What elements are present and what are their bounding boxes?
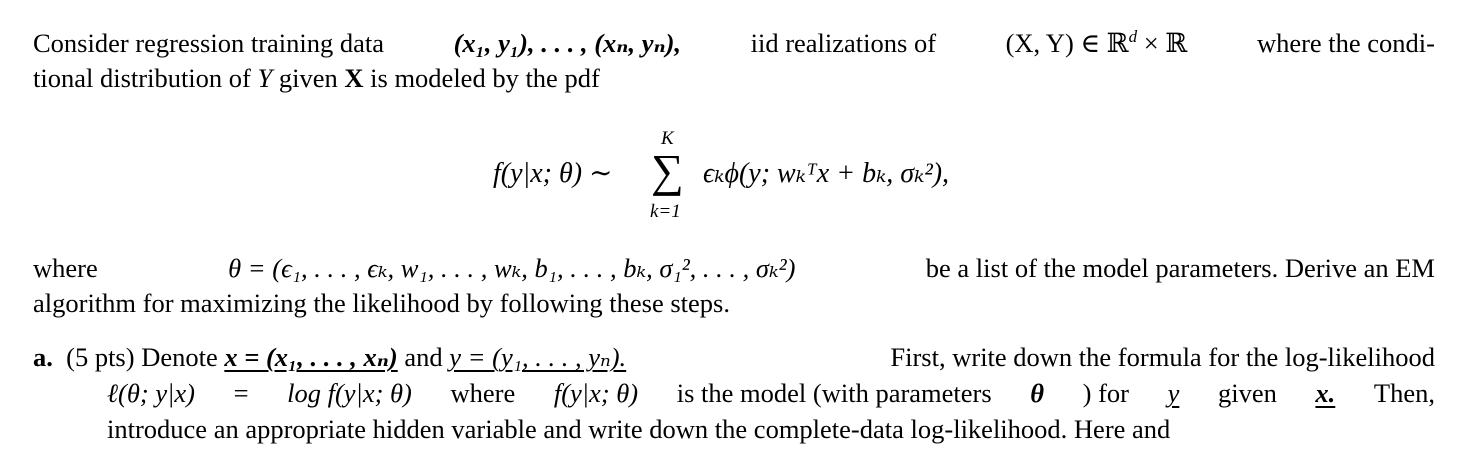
p1l1-pre: Consider regression training data	[33, 28, 385, 58]
model-f-expression: f(y|x; θ)	[553, 378, 639, 408]
for-text: ) for	[1082, 378, 1129, 408]
p1l2-post: is modeled by the pdf	[363, 63, 600, 93]
theta-parameter-list: θ = (ϵ₁, . . . , ϵₖ, w₁, . . . , wₖ, b₁, . . . , bₖ, σ₁², . . . , σₖ²)	[228, 253, 796, 283]
theta-symbol: θ	[1030, 378, 1045, 408]
log-f-expression: log f(y|x; θ)	[287, 378, 412, 408]
y-underlined: y	[1167, 378, 1180, 408]
p1l1-post: where the condi-	[1256, 28, 1435, 58]
sum-lower-limit: k=1	[650, 201, 681, 222]
y-definition: y = (y₁, . . . , yₙ).	[449, 342, 627, 372]
equals-sign: =	[233, 378, 249, 408]
equation-rhs: ϵₖϕ(y; wₖᵀx + bₖ, σₖ²),	[703, 158, 950, 189]
word-where: where	[450, 378, 516, 408]
part-a-line2	[107, 376, 1435, 410]
summation-symbol: ∑	[651, 145, 684, 196]
x-underlined: x.	[1315, 378, 1336, 408]
part-a-label: a.	[33, 342, 53, 372]
p2l1-post: be a list of the model parameters. Derive an EM	[925, 253, 1435, 283]
part-a-head: a. (5 pts) Denote x = (x₁, . . . , xₙ) and y = (y₁, . . . , yₙ).	[33, 342, 627, 372]
paragraph2-line1	[33, 251, 1435, 285]
part-a-l1-post: First, write down the formula for the log-likelihood	[890, 342, 1435, 372]
then-text: Then,	[1373, 378, 1435, 408]
paragraph1-line1	[33, 26, 1435, 60]
part-a-line3: introduce an appropriate hidden variable and write down the complete-data log-likelihood. Here and	[107, 414, 1171, 444]
paragraph1-line2	[33, 61, 600, 95]
p1l2-pre: tional distribution of	[33, 63, 258, 93]
sum-upper-limit: K	[661, 128, 674, 149]
var-X: X	[344, 63, 364, 93]
var-Y: Y	[257, 63, 273, 93]
p1l1-mid: iid realizations of	[750, 28, 937, 58]
equation-lhs: f(y|x; θ) ∼	[493, 158, 613, 189]
p2l1-pre: where	[33, 253, 98, 283]
training-pairs: (x₁, y₁), . . . , (xₙ, yₙ),	[453, 28, 682, 58]
joint-space: (X, Y) ∈ ℝ$^d$ × ℝ	[1005, 27, 1188, 58]
given-text: given	[1217, 378, 1277, 408]
p1l2-mid: given	[272, 63, 345, 93]
x-definition: x = (x₁, . . . , xₙ)	[224, 342, 398, 372]
paragraph2-line2: algorithm for maximizing the likelihood by following these steps.	[33, 288, 730, 318]
is-model-text: is the model (with parameters	[676, 378, 992, 408]
log-likelihood-symbol: ℓ(θ; y|x)	[107, 378, 195, 408]
part-a-line1	[33, 340, 1435, 374]
